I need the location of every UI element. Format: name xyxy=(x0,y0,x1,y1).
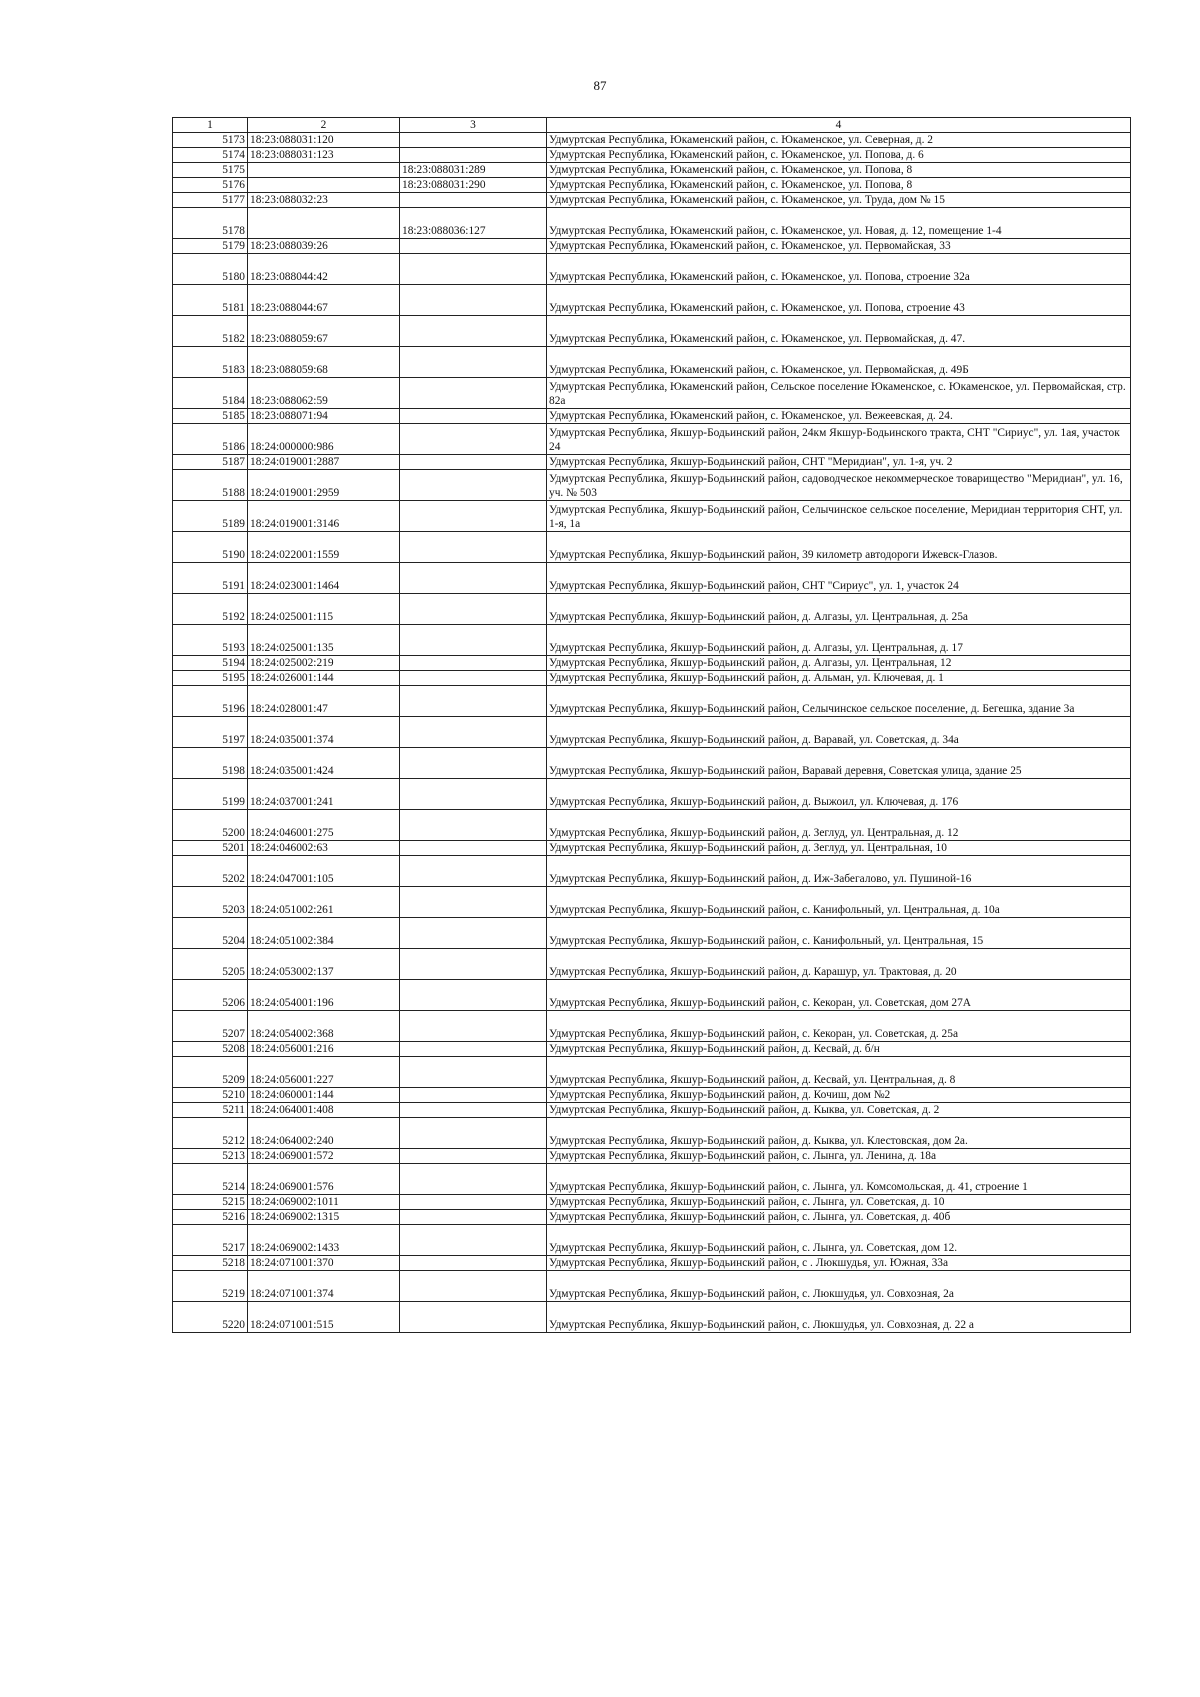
row-number: 5210 xyxy=(173,1088,248,1103)
address-cell: Удмуртская Республика, Якшур-Бодьинский район, с. Лынга, ул. Комсомольская, д. 41, строение 1 xyxy=(547,1164,1131,1195)
row-number: 5187 xyxy=(173,455,248,470)
column-header-1: 1 xyxy=(173,118,248,133)
table-row xyxy=(173,1103,1131,1118)
table-row xyxy=(173,717,1131,748)
table-row xyxy=(173,1149,1131,1164)
cadastral-number-alt-cell: 18:23:088036:127 xyxy=(400,208,547,239)
address-cell: Удмуртская Республика, Якшур-Бодьинский район, д. Алгазы, ул. Центральная, д. 25а xyxy=(547,594,1131,625)
address-cell: Удмуртская Республика, Якшур-Бодьинский район, 39 километр автодороги Ижевск-Глазов. xyxy=(547,532,1131,563)
table-row xyxy=(173,625,1131,656)
cadastral-number-alt-cell xyxy=(400,455,547,470)
cadastral-number-alt-cell xyxy=(400,1195,547,1210)
cadastral-number-alt-cell xyxy=(400,779,547,810)
cadastral-number-alt-cell xyxy=(400,1011,547,1042)
cadastral-number-cell: 18:23:088044:67 xyxy=(248,285,400,316)
table-row xyxy=(173,1256,1131,1271)
address-cell: Удмуртская Республика, Якшур-Бодьинский район, с. Кекоран, ул. Советская, д. 25а xyxy=(547,1011,1131,1042)
address-cell: Удмуртская Республика, Якшур-Бодьинский район, д. Альман, ул. Ключевая, д. 1 xyxy=(547,671,1131,686)
address-cell: Удмуртская Республика, Юкаменский район, с. Юкаменское, ул. Труда, дом № 15 xyxy=(547,193,1131,208)
row-number: 5185 xyxy=(173,409,248,424)
cadastral-number-alt-cell xyxy=(400,285,547,316)
cadastral-number-cell: 18:24:064001:408 xyxy=(248,1103,400,1118)
row-number: 5178 xyxy=(173,208,248,239)
row-number: 5218 xyxy=(173,1256,248,1271)
table-row xyxy=(173,532,1131,563)
row-number: 5186 xyxy=(173,424,248,455)
address-cell: Удмуртская Республика, Якшур-Бодьинский район, д. Выжоил, ул. Ключевая, д. 176 xyxy=(547,779,1131,810)
row-number: 5219 xyxy=(173,1271,248,1302)
address-cell: Удмуртская Республика, Якшур-Бодьинский район, д. Кыква, ул. Клестовская, дом 2а. xyxy=(547,1118,1131,1149)
row-number: 5205 xyxy=(173,949,248,980)
cadastral-number-cell: 18:24:051002:384 xyxy=(248,918,400,949)
cadastral-number-alt-cell xyxy=(400,1088,547,1103)
table-row xyxy=(173,254,1131,285)
table-row xyxy=(173,656,1131,671)
address-cell: Удмуртская Республика, Юкаменский район, с. Юкаменское, ул. Вежеевская, д. 24. xyxy=(547,409,1131,424)
table-row xyxy=(173,810,1131,841)
row-number: 5201 xyxy=(173,841,248,856)
address-cell: Удмуртская Республика, Якшур-Бодьинский район, д. Зеглуд, ул. Центральная, 10 xyxy=(547,841,1131,856)
cadastral-number-cell: 18:23:088059:68 xyxy=(248,347,400,378)
address-cell: Удмуртская Республика, Якшур-Бодьинский район, д. Карашур, ул. Трактовая, д. 20 xyxy=(547,949,1131,980)
cadastral-number-cell: 18:24:046001:275 xyxy=(248,810,400,841)
table-row xyxy=(173,1011,1131,1042)
address-cell: Удмуртская Республика, Якшур-Бодьинский район, с. Лынга, ул. Советская, д. 10 xyxy=(547,1195,1131,1210)
cadastral-number-alt-cell xyxy=(400,347,547,378)
cadastral-number-cell: 18:24:069001:572 xyxy=(248,1149,400,1164)
cadastral-number-cell: 18:24:025002:219 xyxy=(248,656,400,671)
cadastral-number-cell: 18:23:088062:59 xyxy=(248,378,400,409)
cadastral-number-alt-cell xyxy=(400,133,547,148)
table-row xyxy=(173,470,1131,501)
cadastral-number-cell: 18:24:071001:374 xyxy=(248,1271,400,1302)
cadastral-number-cell xyxy=(248,178,400,193)
row-number: 5188 xyxy=(173,470,248,501)
address-cell: Удмуртская Республика, Юкаменский район, с. Юкаменское, ул. Попова, строение 32а xyxy=(547,254,1131,285)
table-row xyxy=(173,1210,1131,1225)
cadastral-number-cell: 18:23:088031:120 xyxy=(248,133,400,148)
row-number: 5203 xyxy=(173,887,248,918)
cadastral-number-cell: 18:24:025001:135 xyxy=(248,625,400,656)
cadastral-number-cell: 18:24:023001:1464 xyxy=(248,563,400,594)
cadastral-number-alt-cell xyxy=(400,594,547,625)
cadastral-number-alt-cell xyxy=(400,856,547,887)
row-number: 5184 xyxy=(173,378,248,409)
cadastral-number-alt-cell xyxy=(400,1302,547,1333)
row-number: 5175 xyxy=(173,163,248,178)
cadastral-number-alt-cell xyxy=(400,193,547,208)
row-number: 5193 xyxy=(173,625,248,656)
row-number: 5204 xyxy=(173,918,248,949)
address-cell: Удмуртская Республика, Якшур-Бодьинский район, СНТ "Меридиан", ул. 1-я, уч. 2 xyxy=(547,455,1131,470)
cadastral-number-cell xyxy=(248,208,400,239)
cadastral-number-cell: 18:23:088071:94 xyxy=(248,409,400,424)
address-cell: Удмуртская Республика, Якшур-Бодьинский район, СНТ "Сириус", ул. 1, участок 24 xyxy=(547,563,1131,594)
table-row xyxy=(173,133,1131,148)
cadastral-number-cell: 18:24:056001:216 xyxy=(248,1042,400,1057)
address-cell: Удмуртская Республика, Юкаменский район, с. Юкаменское, ул. Первомайская, д. 47. xyxy=(547,316,1131,347)
column-header-2: 2 xyxy=(248,118,400,133)
cadastral-number-alt-cell xyxy=(400,239,547,254)
cadastral-number-alt-cell xyxy=(400,625,547,656)
cadastral-number-cell: 18:24:022001:1559 xyxy=(248,532,400,563)
cadastral-number-alt-cell: 18:23:088031:289 xyxy=(400,163,547,178)
cadastral-number-alt-cell xyxy=(400,1118,547,1149)
cadastral-number-alt-cell xyxy=(400,148,547,163)
address-cell: Удмуртская Республика, Якшур-Бодьинский район, д. Алгазы, ул. Центральная, 12 xyxy=(547,656,1131,671)
table-row xyxy=(173,563,1131,594)
cadastral-number-cell: 18:24:019001:2959 xyxy=(248,470,400,501)
cadastral-number-alt-cell xyxy=(400,1149,547,1164)
address-cell: Удмуртская Республика, Юкаменский район, с. Юкаменское, ул. Северная, д. 2 xyxy=(547,133,1131,148)
table-row xyxy=(173,841,1131,856)
row-number: 5200 xyxy=(173,810,248,841)
row-number: 5212 xyxy=(173,1118,248,1149)
address-cell: Удмуртская Республика, Якшур-Бодьинский район, с . Люкшудья, ул. Южная, 33а xyxy=(547,1256,1131,1271)
cadastral-number-cell: 18:23:088031:123 xyxy=(248,148,400,163)
row-number: 5213 xyxy=(173,1149,248,1164)
cadastral-number-cell: 18:24:069002:1315 xyxy=(248,1210,400,1225)
table-row xyxy=(173,918,1131,949)
address-cell: Удмуртская Республика, Якшур-Бодьинский район, Селычинское сельское поселение, Меридиан территория СНТ, ул. 1-я, 1а xyxy=(547,501,1131,532)
cadastral-number-cell: 18:24:053002:137 xyxy=(248,949,400,980)
cadastral-number-alt-cell xyxy=(400,563,547,594)
table-row xyxy=(173,424,1131,455)
cadastral-number-cell: 18:23:088059:67 xyxy=(248,316,400,347)
table-row xyxy=(173,409,1131,424)
cadastral-number-cell: 18:24:056001:227 xyxy=(248,1057,400,1088)
cadastral-number-alt-cell xyxy=(400,1057,547,1088)
table-row xyxy=(173,1164,1131,1195)
column-header-4: 4 xyxy=(547,118,1131,133)
cadastral-number-alt-cell xyxy=(400,671,547,686)
cadastral-number-cell: 18:24:046002:63 xyxy=(248,841,400,856)
cadastral-number-cell: 18:24:071001:370 xyxy=(248,1256,400,1271)
address-cell: Удмуртская Республика, Якшур-Бодьинский район, Селычинское сельское поселение, д. Бегешка, здание 3а xyxy=(547,686,1131,717)
table-row xyxy=(173,501,1131,532)
registry-table xyxy=(172,117,1131,1333)
cadastral-number-alt-cell xyxy=(400,1164,547,1195)
row-number: 5216 xyxy=(173,1210,248,1225)
table-row xyxy=(173,1118,1131,1149)
row-number: 5183 xyxy=(173,347,248,378)
row-number: 5173 xyxy=(173,133,248,148)
cadastral-number-alt-cell: 18:23:088031:290 xyxy=(400,178,547,193)
address-cell: Удмуртская Республика, Якшур-Бодьинский район, 24км Якшур-Бодьинского тракта, СНТ "Сириус", ул. 1ая, участок 24 xyxy=(547,424,1131,455)
address-cell: Удмуртская Республика, Якшур-Бодьинский район, Варавай деревня, Советская улица, здание 25 xyxy=(547,748,1131,779)
row-number: 5177 xyxy=(173,193,248,208)
table-row xyxy=(173,1088,1131,1103)
table-row xyxy=(173,285,1131,316)
table-row xyxy=(173,887,1131,918)
table-row xyxy=(173,1057,1131,1088)
cadastral-number-alt-cell xyxy=(400,1256,547,1271)
row-number: 5206 xyxy=(173,980,248,1011)
address-cell: Удмуртская Республика, Якшур-Бодьинский район, д. Кочиш, дом №2 xyxy=(547,1088,1131,1103)
address-cell: Удмуртская Республика, Якшур-Бодьинский район, д. Иж-Забегалово, ул. Пушиной-16 xyxy=(547,856,1131,887)
cadastral-number-alt-cell xyxy=(400,841,547,856)
table-row xyxy=(173,594,1131,625)
cadastral-number-alt-cell xyxy=(400,980,547,1011)
address-cell: Удмуртская Республика, Якшур-Бодьинский район, д. Кесвай, д. б/н xyxy=(547,1042,1131,1057)
address-cell: Удмуртская Республика, Юкаменский район, с. Юкаменское, ул. Попова, 8 xyxy=(547,163,1131,178)
cadastral-number-alt-cell xyxy=(400,470,547,501)
cadastral-number-alt-cell xyxy=(400,1103,547,1118)
row-number: 5207 xyxy=(173,1011,248,1042)
cadastral-number-alt-cell xyxy=(400,1042,547,1057)
row-number: 5208 xyxy=(173,1042,248,1057)
address-cell: Удмуртская Республика, Якшур-Бодьинский район, д. Зеглуд, ул. Центральная, д. 12 xyxy=(547,810,1131,841)
row-number: 5179 xyxy=(173,239,248,254)
table-row xyxy=(173,949,1131,980)
cadastral-number-cell: 18:23:088044:42 xyxy=(248,254,400,285)
table-row xyxy=(173,1271,1131,1302)
table-row xyxy=(173,1195,1131,1210)
table-header-row xyxy=(173,118,1131,133)
address-cell: Удмуртская Республика, Якшур-Бодьинский район, д. Варавай, ул. Советская, д. 34а xyxy=(547,717,1131,748)
cadastral-number-cell: 18:24:025001:115 xyxy=(248,594,400,625)
address-cell: Удмуртская Республика, Юкаменский район, с. Юкаменское, ул. Попова, 8 xyxy=(547,178,1131,193)
table-row xyxy=(173,316,1131,347)
table-row xyxy=(173,1225,1131,1256)
table-row xyxy=(173,148,1131,163)
cadastral-number-cell: 18:24:051002:261 xyxy=(248,887,400,918)
cadastral-number-alt-cell xyxy=(400,378,547,409)
table-row xyxy=(173,163,1131,178)
row-number: 5182 xyxy=(173,316,248,347)
row-number: 5197 xyxy=(173,717,248,748)
row-number: 5199 xyxy=(173,779,248,810)
table-row xyxy=(173,193,1131,208)
cadastral-number-alt-cell xyxy=(400,887,547,918)
page-number: 87 xyxy=(593,78,607,93)
cadastral-number-cell: 18:24:069001:576 xyxy=(248,1164,400,1195)
address-cell: Удмуртская Республика, Юкаменский район, с. Юкаменское, ул. Первомайская, д. 49Б xyxy=(547,347,1131,378)
row-number: 5194 xyxy=(173,656,248,671)
address-cell: Удмуртская Республика, Якшур-Бодьинский район, с. Лынга, ул. Советская, дом 12. xyxy=(547,1225,1131,1256)
address-cell: Удмуртская Республика, Якшур-Бодьинский район, д. Кыква, ул. Советская, д. 2 xyxy=(547,1103,1131,1118)
table-row xyxy=(173,239,1131,254)
cadastral-number-cell: 18:24:035001:424 xyxy=(248,748,400,779)
cadastral-number-cell: 18:24:054001:196 xyxy=(248,980,400,1011)
row-number: 5214 xyxy=(173,1164,248,1195)
table-row xyxy=(173,1042,1131,1057)
row-number: 5198 xyxy=(173,748,248,779)
address-cell: Удмуртская Республика, Юкаменский район, с. Юкаменское, ул. Попова, д. 6 xyxy=(547,148,1131,163)
row-number: 5217 xyxy=(173,1225,248,1256)
cadastral-number-alt-cell xyxy=(400,316,547,347)
table-row xyxy=(173,178,1131,193)
row-number: 5180 xyxy=(173,254,248,285)
row-number: 5174 xyxy=(173,148,248,163)
cadastral-number-cell: 18:24:026001:144 xyxy=(248,671,400,686)
address-cell: Удмуртская Республика, Якшур-Бодьинский район, с. Люкшудья, ул. Совхозная, 2а xyxy=(547,1271,1131,1302)
cadastral-number-alt-cell xyxy=(400,748,547,779)
table-row xyxy=(173,1302,1131,1333)
row-number: 5215 xyxy=(173,1195,248,1210)
table-row xyxy=(173,856,1131,887)
cadastral-number-alt-cell xyxy=(400,532,547,563)
cadastral-number-cell: 18:24:019001:3146 xyxy=(248,501,400,532)
cadastral-number-alt-cell xyxy=(400,254,547,285)
cadastral-number-alt-cell xyxy=(400,1271,547,1302)
table-row xyxy=(173,671,1131,686)
table-row xyxy=(173,208,1131,239)
table-row xyxy=(173,455,1131,470)
address-cell: Удмуртская Республика, Юкаменский район, с. Юкаменское, ул. Попова, строение 43 xyxy=(547,285,1131,316)
cadastral-number-cell: 18:23:088032:23 xyxy=(248,193,400,208)
table-body xyxy=(173,133,1131,1333)
address-cell: Удмуртская Республика, Якшур-Бодьинский район, с. Лынга, ул. Ленина, д. 18а xyxy=(547,1149,1131,1164)
cadastral-number-cell: 18:24:000000:986 xyxy=(248,424,400,455)
address-cell: Удмуртская Республика, Якшур-Бодьинский район, с. Кекоран, ул. Советская, дом 27А xyxy=(547,980,1131,1011)
cadastral-number-cell xyxy=(248,163,400,178)
cadastral-number-alt-cell xyxy=(400,686,547,717)
cadastral-number-cell: 18:24:047001:105 xyxy=(248,856,400,887)
cadastral-number-cell: 18:24:019001:2887 xyxy=(248,455,400,470)
cadastral-number-alt-cell xyxy=(400,1210,547,1225)
address-cell: Удмуртская Республика, Якшур-Бодьинский район, д. Кесвай, ул. Центральная, д. 8 xyxy=(547,1057,1131,1088)
row-number: 5196 xyxy=(173,686,248,717)
cadastral-number-alt-cell xyxy=(400,1225,547,1256)
row-number: 5220 xyxy=(173,1302,248,1333)
cadastral-number-cell: 18:24:037001:241 xyxy=(248,779,400,810)
address-cell: Удмуртская Республика, Юкаменский район, с. Юкаменское, ул. Первомайская, 33 xyxy=(547,239,1131,254)
row-number: 5202 xyxy=(173,856,248,887)
cadastral-number-cell: 18:24:060001:144 xyxy=(248,1088,400,1103)
row-number: 5211 xyxy=(173,1103,248,1118)
cadastral-number-alt-cell xyxy=(400,656,547,671)
row-number: 5176 xyxy=(173,178,248,193)
address-cell: Удмуртская Республика, Юкаменский район, с. Юкаменское, ул. Новая, д. 12, помещение 1-4 xyxy=(547,208,1131,239)
row-number: 5190 xyxy=(173,532,248,563)
cadastral-number-alt-cell xyxy=(400,949,547,980)
row-number: 5181 xyxy=(173,285,248,316)
table-row xyxy=(173,378,1131,409)
cadastral-number-alt-cell xyxy=(400,424,547,455)
row-number: 5192 xyxy=(173,594,248,625)
cadastral-number-cell: 18:24:069002:1433 xyxy=(248,1225,400,1256)
cadastral-number-cell: 18:24:035001:374 xyxy=(248,717,400,748)
cadastral-number-alt-cell xyxy=(400,501,547,532)
address-cell: Удмуртская Республика, Якшур-Бодьинский район, д. Алгазы, ул. Центральная, д. 17 xyxy=(547,625,1131,656)
row-number: 5189 xyxy=(173,501,248,532)
table-row xyxy=(173,347,1131,378)
row-number: 5191 xyxy=(173,563,248,594)
cadastral-number-cell: 18:24:071001:515 xyxy=(248,1302,400,1333)
address-cell: Удмуртская Республика, Якшур-Бодьинский район, с. Канифольный, ул. Центральная, 15 xyxy=(547,918,1131,949)
cadastral-number-cell: 18:24:028001:47 xyxy=(248,686,400,717)
row-number: 5209 xyxy=(173,1057,248,1088)
cadastral-number-alt-cell xyxy=(400,810,547,841)
cadastral-number-cell: 18:24:069002:1011 xyxy=(248,1195,400,1210)
cadastral-number-cell: 18:24:054002:368 xyxy=(248,1011,400,1042)
cadastral-number-alt-cell xyxy=(400,409,547,424)
table-row xyxy=(173,686,1131,717)
row-number: 5195 xyxy=(173,671,248,686)
cadastral-number-cell: 18:23:088039:26 xyxy=(248,239,400,254)
table-row xyxy=(173,779,1131,810)
column-header-3: 3 xyxy=(400,118,547,133)
cadastral-number-cell: 18:24:064002:240 xyxy=(248,1118,400,1149)
table-row xyxy=(173,748,1131,779)
cadastral-number-alt-cell xyxy=(400,717,547,748)
address-cell: Удмуртская Республика, Якшур-Бодьинский район, с. Люкшудья, ул. Совхозная, д. 22 а xyxy=(547,1302,1131,1333)
address-cell: Удмуртская Республика, Юкаменский район, Сельское поселение Юкаменское, с. Юкаменское, ул. Первомайская, стр. 82а xyxy=(547,378,1131,409)
table-row xyxy=(173,980,1131,1011)
address-cell: Удмуртская Республика, Якшур-Бодьинский район, садоводческое некоммерческое товарищество "Меридиан", ул. 16, уч. № 503 xyxy=(547,470,1131,501)
address-cell: Удмуртская Республика, Якшур-Бодьинский район, с. Лынга, ул. Советская, д. 40б xyxy=(547,1210,1131,1225)
cadastral-number-alt-cell xyxy=(400,918,547,949)
address-cell: Удмуртская Республика, Якшур-Бодьинский район, с. Канифольный, ул. Центральная, д. 10а xyxy=(547,887,1131,918)
